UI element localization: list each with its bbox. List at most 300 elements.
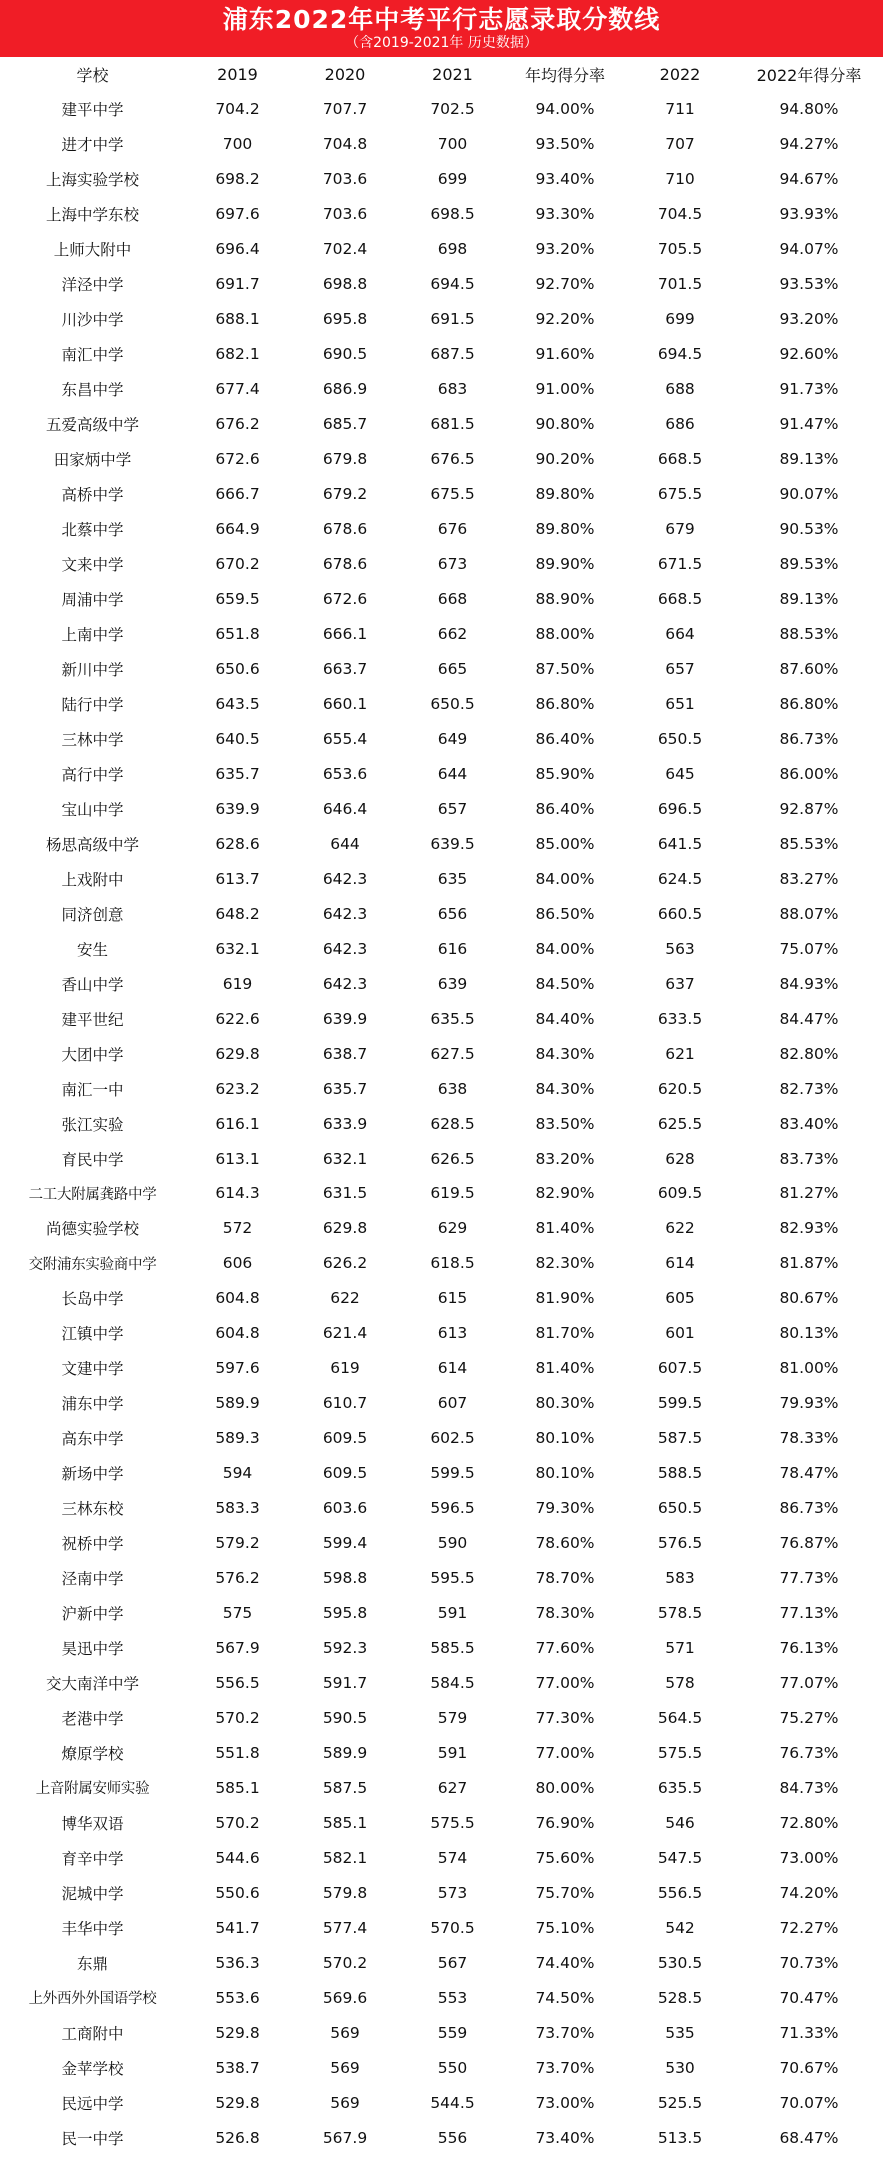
avg-rate-cell: 90.80% <box>535 415 595 434</box>
score-2020-cell: 569.6 <box>322 1988 368 2007</box>
school-cell: 川沙中学 <box>61 311 124 330</box>
score-2020-cell: 653.6 <box>322 764 368 783</box>
score-2021-cell: 596.5 <box>430 1499 475 1518</box>
school-cell: 南汇一中 <box>61 1080 124 1099</box>
score-2020-cell: 569 <box>330 2058 360 2077</box>
score-2019-cell: 589.3 <box>215 1429 260 1448</box>
table-row <box>0 2085 883 2120</box>
score-2019-cell: 613.1 <box>215 1149 260 1168</box>
score-2020-cell: 567.9 <box>322 2128 368 2147</box>
score-2020-cell: 569 <box>330 2023 360 2042</box>
score-2020-cell: 582.1 <box>322 1848 368 1867</box>
score-2019-cell: 639.9 <box>215 799 260 818</box>
school-cell: 上南中学 <box>61 625 124 644</box>
school-cell: 建平世纪 <box>61 1010 124 1029</box>
avg-rate-cell: 73.40% <box>535 2128 595 2147</box>
score-2020-cell: 695.8 <box>322 310 368 329</box>
table-row <box>0 861 883 896</box>
score-2022-cell: 546 <box>665 1813 695 1832</box>
avg-rate-cell: 76.90% <box>535 1813 595 1832</box>
score-2020-cell: 704.8 <box>322 135 368 154</box>
score-2019-cell: 551.8 <box>215 1743 260 1762</box>
rate-2022-cell: 86.80% <box>779 694 839 713</box>
avg-rate-cell: 81.90% <box>535 1289 595 1308</box>
rate-2022-cell: 72.27% <box>779 1918 839 1937</box>
score-2020-cell: 642.3 <box>322 904 368 923</box>
school-cell: 高行中学 <box>61 765 124 784</box>
score-2019-cell: 583.3 <box>215 1499 260 1518</box>
rate-2022-cell: 77.13% <box>779 1604 839 1623</box>
score-2019-cell: 550.6 <box>215 1883 260 1902</box>
rate-2022-cell: 86.73% <box>779 1499 839 1518</box>
score-2022-cell: 547.5 <box>657 1848 703 1867</box>
score-2019-cell: 640.5 <box>215 729 260 748</box>
table-row <box>0 1596 883 1631</box>
table-row <box>0 1980 883 2015</box>
score-2020-cell: 592.3 <box>322 1639 368 1658</box>
score-2022-cell: 675.5 <box>657 485 703 504</box>
rate-2022-cell: 83.40% <box>779 1114 839 1133</box>
score-2021-cell: 570.5 <box>430 1918 475 1937</box>
score-2020-cell: 685.7 <box>322 415 368 434</box>
table-row <box>0 791 883 826</box>
score-2019-cell: 670.2 <box>215 555 260 574</box>
score-2022-cell: 622 <box>665 1219 695 1238</box>
rate-2022-cell: 75.27% <box>779 1709 839 1728</box>
score-2021-cell: 602.5 <box>430 1429 475 1448</box>
table-row <box>0 1176 883 1211</box>
school-cell: 高东中学 <box>61 1430 124 1449</box>
rate-2022-cell: 77.07% <box>779 1674 839 1693</box>
avg-rate-cell: 80.00% <box>535 1778 595 1797</box>
score-2021-cell: 599.5 <box>430 1464 475 1483</box>
score-2021-cell: 619.5 <box>430 1184 475 1203</box>
avg-rate-cell: 86.50% <box>535 904 595 923</box>
score-2019-cell: 697.6 <box>215 205 260 224</box>
score-2021-cell: 676 <box>437 520 468 539</box>
table-row <box>0 1910 883 1945</box>
score-2019-cell: 619 <box>222 974 253 993</box>
avg-rate-cell: 83.20% <box>535 1149 595 1168</box>
score-2020-cell: 655.4 <box>322 729 368 748</box>
score-2020-cell: 595.8 <box>322 1604 368 1623</box>
score-2022-cell: 530.5 <box>657 1953 703 1972</box>
score-2019-cell: 575 <box>222 1604 253 1623</box>
score-2020-cell: 660.1 <box>322 694 368 713</box>
avg-rate-cell: 84.40% <box>535 1009 595 1028</box>
score-2020-cell: 629.8 <box>322 1219 368 1238</box>
score-2021-cell: 639.5 <box>430 834 475 853</box>
score-2019-cell: 616.1 <box>215 1114 260 1133</box>
avg-rate-cell: 75.70% <box>535 1883 595 1902</box>
score-2022-cell: 686 <box>665 415 695 434</box>
table-row <box>0 896 883 931</box>
school-cell: 东鼎 <box>76 1954 108 1973</box>
score-2021-cell: 698.5 <box>430 205 475 224</box>
avg-rate-cell: 73.70% <box>535 2058 595 2077</box>
score-2019-cell: 682.1 <box>215 345 260 364</box>
school-cell: 文来中学 <box>61 556 124 575</box>
table-row <box>0 267 883 302</box>
school-cell: 上音附属安师实验 <box>35 1781 150 1798</box>
score-2021-cell: 698 <box>437 240 468 259</box>
avg-rate-cell: 87.50% <box>535 659 595 678</box>
school-cell: 文建中学 <box>61 1360 124 1379</box>
school-cell: 老港中学 <box>61 1710 124 1729</box>
score-2021-cell: 662 <box>437 624 468 643</box>
rate-2022-cell: 82.93% <box>779 1219 839 1238</box>
rate-2022-cell: 91.47% <box>779 415 839 434</box>
school-cell: 昊迅中学 <box>61 1640 124 1659</box>
score-2021-cell: 628.5 <box>430 1114 475 1133</box>
rate-2022-cell: 70.67% <box>779 2058 839 2077</box>
score-2019-cell: 567.9 <box>215 1639 260 1658</box>
score-2022-cell: 525.5 <box>657 2093 703 2112</box>
rate-2022-cell: 86.73% <box>779 729 839 748</box>
score-2020-cell: 672.6 <box>322 590 368 609</box>
table-row <box>0 1386 883 1421</box>
score-2019-cell: 579.2 <box>215 1534 260 1553</box>
score-2022-cell: 588.5 <box>657 1464 703 1483</box>
score-2020-cell: 678.6 <box>322 520 368 539</box>
score-2022-cell: 575.5 <box>657 1743 703 1762</box>
score-2022-cell: 599.5 <box>657 1394 703 1413</box>
rate-2022-cell: 71.33% <box>779 2023 839 2042</box>
column-header-avg-rate: 年均得分率 <box>524 65 605 85</box>
avg-rate-cell: 81.40% <box>535 1219 595 1238</box>
avg-rate-cell: 75.10% <box>535 1918 595 1937</box>
avg-rate-cell: 85.00% <box>535 834 595 853</box>
score-2019-cell: 622.6 <box>215 1009 260 1028</box>
avg-rate-cell: 80.10% <box>535 1464 595 1483</box>
score-2022-cell: 614 <box>665 1254 695 1273</box>
score-2020-cell: 631.5 <box>322 1184 368 1203</box>
score-2020-cell: 635.7 <box>322 1079 368 1098</box>
score-2020-cell: 686.9 <box>322 380 368 399</box>
avg-rate-cell: 93.30% <box>535 205 595 224</box>
score-2022-cell: 605 <box>665 1289 695 1308</box>
column-header-score-2022: 2022 <box>659 64 701 84</box>
rate-2022-cell: 94.27% <box>779 135 839 154</box>
score-2019-cell: 628.6 <box>215 834 260 853</box>
table-row <box>0 1736 883 1771</box>
table-row <box>0 407 883 442</box>
score-2022-cell: 563 <box>665 939 695 958</box>
score-2022-cell: 513.5 <box>657 2128 703 2147</box>
score-2020-cell: 646.4 <box>322 799 368 818</box>
table-row <box>0 92 883 127</box>
score-2019-cell: 606 <box>222 1254 253 1273</box>
table-row <box>0 1491 883 1526</box>
score-2022-cell: 664 <box>665 624 695 643</box>
table-row <box>0 2120 883 2155</box>
score-table <box>0 57 883 2155</box>
column-header-school: 学校 <box>76 65 109 85</box>
score-2022-cell: 650.5 <box>657 1499 703 1518</box>
score-2022-cell: 542 <box>665 1918 695 1937</box>
table-row <box>0 686 883 721</box>
score-2022-cell: 650.5 <box>657 729 703 748</box>
table-row <box>0 721 883 756</box>
table-row <box>0 1945 883 1980</box>
score-2022-cell: 530 <box>665 2058 695 2077</box>
avg-rate-cell: 88.00% <box>535 624 595 643</box>
score-2019-cell: 576.2 <box>215 1569 260 1588</box>
table-row <box>0 127 883 162</box>
table-row <box>0 1141 883 1176</box>
score-2022-cell: 620.5 <box>657 1079 703 1098</box>
score-2019-cell: 613.7 <box>215 869 260 888</box>
rate-2022-cell: 83.73% <box>779 1149 839 1168</box>
score-2021-cell: 639 <box>437 974 468 993</box>
score-2019-cell: 536.3 <box>215 1953 260 1972</box>
rate-2022-cell: 70.47% <box>779 1988 839 2007</box>
table-header-row <box>0 57 883 92</box>
score-2019-cell: 556.5 <box>215 1674 260 1693</box>
rate-2022-cell: 92.60% <box>779 345 839 364</box>
avg-rate-cell: 91.60% <box>535 345 595 364</box>
school-cell: 张江实验 <box>61 1115 124 1134</box>
score-2020-cell: 619 <box>330 1359 360 1378</box>
score-2020-cell: 678.6 <box>322 555 368 574</box>
school-cell: 新川中学 <box>61 660 124 679</box>
score-2019-cell: 666.7 <box>215 485 260 504</box>
table-row <box>0 1211 883 1246</box>
avg-rate-cell: 78.60% <box>535 1534 595 1553</box>
avg-rate-cell: 86.40% <box>535 799 595 818</box>
score-2020-cell: 642.3 <box>322 939 368 958</box>
table-row <box>0 651 883 686</box>
score-2020-cell: 638.7 <box>322 1044 368 1063</box>
table-row <box>0 547 883 582</box>
score-2019-cell: 594 <box>222 1464 253 1483</box>
score-2022-cell: 637 <box>665 974 695 993</box>
score-2019-cell: 696.4 <box>215 240 260 259</box>
avg-rate-cell: 74.50% <box>535 1988 595 2007</box>
table-row <box>0 826 883 861</box>
score-2021-cell: 574 <box>437 1848 468 1867</box>
school-cell: 博华双语 <box>61 1814 124 1833</box>
score-2022-cell: 528.5 <box>657 1988 703 2007</box>
rate-2022-cell: 93.20% <box>779 310 839 329</box>
score-2021-cell: 638 <box>437 1079 468 1098</box>
rate-2022-cell: 72.80% <box>779 1813 839 1832</box>
score-2021-cell: 694.5 <box>430 275 475 294</box>
school-cell: 进才中学 <box>61 136 124 155</box>
avg-rate-cell: 92.70% <box>535 275 595 294</box>
score-2022-cell: 635.5 <box>657 1778 703 1797</box>
column-header-score-2020: 2020 <box>324 64 366 84</box>
score-2021-cell: 676.5 <box>430 450 475 469</box>
table-row <box>0 1875 883 1910</box>
score-2021-cell: 590 <box>437 1534 468 1553</box>
score-2022-cell: 571 <box>665 1639 695 1658</box>
school-cell: 三林中学 <box>61 730 124 749</box>
school-cell: 泥城中学 <box>61 1884 124 1903</box>
school-cell: 上戏附中 <box>61 870 124 889</box>
rate-2022-cell: 93.53% <box>779 275 839 294</box>
score-2022-cell: 625.5 <box>657 1114 703 1133</box>
school-cell: 上海实验学校 <box>45 171 139 190</box>
score-2019-cell: 623.2 <box>215 1079 260 1098</box>
avg-rate-cell: 77.60% <box>535 1639 595 1658</box>
school-cell: 上外西外外国语学校 <box>28 1991 157 2008</box>
score-2021-cell: 618.5 <box>430 1254 475 1273</box>
school-cell: 尚德实验学校 <box>45 1220 139 1239</box>
column-header-rate-2022: 2022年得分率 <box>756 65 862 85</box>
school-cell: 高桥中学 <box>61 486 124 505</box>
score-2021-cell: 591 <box>437 1743 468 1762</box>
table-row <box>0 1770 883 1805</box>
score-2021-cell: 691.5 <box>430 310 475 329</box>
school-cell: 南汇中学 <box>61 346 124 365</box>
table-row <box>0 1526 883 1561</box>
score-2022-cell: 694.5 <box>657 345 703 364</box>
rate-2022-cell: 94.80% <box>779 100 839 119</box>
score-2022-cell: 578 <box>665 1674 695 1693</box>
score-2021-cell: 614 <box>437 1359 468 1378</box>
avg-rate-cell: 82.90% <box>535 1184 595 1203</box>
school-cell: 新场中学 <box>61 1465 124 1484</box>
score-2021-cell: 649 <box>437 729 468 748</box>
table-row <box>0 2015 883 2050</box>
school-cell: 建平中学 <box>61 101 124 120</box>
score-2020-cell: 666.1 <box>322 624 368 643</box>
table-row <box>0 162 883 197</box>
score-2022-cell: 607.5 <box>657 1359 703 1378</box>
score-2019-cell: 529.8 <box>215 2093 260 2112</box>
rate-2022-cell: 77.73% <box>779 1569 839 1588</box>
table-row <box>0 1281 883 1316</box>
table-row <box>0 442 883 477</box>
score-2020-cell: 598.8 <box>322 1569 368 1588</box>
rate-2022-cell: 81.87% <box>779 1254 839 1273</box>
score-2020-cell: 663.7 <box>322 659 368 678</box>
avg-rate-cell: 80.10% <box>535 1429 595 1448</box>
score-2021-cell: 702.5 <box>430 100 475 119</box>
score-2021-cell: 575.5 <box>430 1813 475 1832</box>
score-2019-cell: 526.8 <box>215 2128 260 2147</box>
score-2022-cell: 668.5 <box>657 450 703 469</box>
score-2020-cell: 587.5 <box>322 1778 368 1797</box>
rate-2022-cell: 94.67% <box>779 170 839 189</box>
score-2022-cell: 576.5 <box>657 1534 703 1553</box>
score-2020-cell: 599.4 <box>322 1534 368 1553</box>
score-2021-cell: 650.5 <box>430 694 475 713</box>
score-2021-cell: 657 <box>437 799 468 818</box>
score-2021-cell: 544.5 <box>430 2093 475 2112</box>
column-header-score-2019: 2019 <box>217 64 258 84</box>
avg-rate-cell: 74.40% <box>535 1953 595 1972</box>
score-2021-cell: 579 <box>437 1709 468 1728</box>
score-2019-cell: 651.8 <box>215 624 260 643</box>
score-2020-cell: 609.5 <box>322 1464 368 1483</box>
avg-rate-cell: 75.60% <box>535 1848 595 1867</box>
table-row <box>0 1561 883 1596</box>
school-cell: 民远中学 <box>61 2094 124 2113</box>
rate-2022-cell: 68.47% <box>779 2128 839 2147</box>
score-2020-cell: 579.8 <box>322 1883 368 1902</box>
school-cell: 同济创意 <box>61 905 124 924</box>
score-2021-cell: 629 <box>437 1219 468 1238</box>
avg-rate-cell: 92.20% <box>535 310 595 329</box>
score-2022-cell: 704.5 <box>657 205 703 224</box>
rate-2022-cell: 93.93% <box>779 205 839 224</box>
score-2020-cell: 690.5 <box>322 345 368 364</box>
score-2022-cell: 564.5 <box>657 1709 703 1728</box>
rate-2022-cell: 80.67% <box>779 1289 839 1308</box>
score-2022-cell: 628 <box>665 1149 695 1168</box>
school-cell: 周浦中学 <box>61 591 124 610</box>
avg-rate-cell: 73.70% <box>535 2023 595 2042</box>
table-row <box>0 931 883 966</box>
score-2022-cell: 621 <box>665 1044 695 1063</box>
avg-rate-cell: 84.00% <box>535 869 595 888</box>
score-2019-cell: 691.7 <box>215 275 260 294</box>
score-2022-cell: 609.5 <box>657 1184 703 1203</box>
school-cell: 育民中学 <box>61 1150 124 1169</box>
school-cell: 丰华中学 <box>61 1919 124 1938</box>
score-2022-cell: 660.5 <box>657 904 703 923</box>
school-cell: 交附浦东实验商中学 <box>28 1256 157 1273</box>
rate-2022-cell: 90.07% <box>779 485 839 504</box>
avg-rate-cell: 77.30% <box>535 1709 595 1728</box>
score-2020-cell: 570.2 <box>322 1953 368 1972</box>
school-cell: 交大南洋中学 <box>45 1675 139 1694</box>
table-row <box>0 1036 883 1071</box>
score-2019-cell: 529.8 <box>215 2023 260 2042</box>
rate-2022-cell: 76.73% <box>779 1743 839 1762</box>
score-2022-cell: 657 <box>665 659 695 678</box>
avg-rate-cell: 78.70% <box>535 1569 595 1588</box>
score-2019-cell: 664.9 <box>215 520 260 539</box>
score-2020-cell: 633.9 <box>322 1114 368 1133</box>
score-2020-cell: 610.7 <box>322 1394 368 1413</box>
avg-rate-cell: 93.50% <box>535 135 595 154</box>
table-row <box>0 2050 883 2085</box>
score-2019-cell: 572 <box>222 1219 253 1238</box>
score-2022-cell: 707 <box>665 135 695 154</box>
rate-2022-cell: 70.73% <box>779 1953 839 1972</box>
title-banner <box>0 0 883 57</box>
score-2021-cell: 656 <box>437 904 468 923</box>
school-cell: 宝山中学 <box>61 800 124 819</box>
school-cell: 浦东中学 <box>61 1395 124 1414</box>
avg-rate-cell: 77.00% <box>535 1674 595 1693</box>
school-cell: 三林东校 <box>61 1500 124 1519</box>
score-2021-cell: 626.5 <box>430 1149 475 1168</box>
rate-2022-cell: 84.73% <box>779 1778 839 1797</box>
table-row <box>0 337 883 372</box>
score-2019-cell: 604.8 <box>215 1289 260 1308</box>
avg-rate-cell: 84.00% <box>535 939 595 958</box>
score-2022-cell: 651 <box>665 694 695 713</box>
score-2020-cell: 626.2 <box>322 1254 368 1273</box>
avg-rate-cell: 89.90% <box>535 555 595 574</box>
rate-2022-cell: 75.07% <box>779 939 839 958</box>
score-2021-cell: 668 <box>437 590 468 609</box>
table-row <box>0 372 883 407</box>
rate-2022-cell: 89.53% <box>779 555 839 574</box>
table-row <box>0 1001 883 1036</box>
score-2020-cell: 603.6 <box>322 1499 368 1518</box>
table-row <box>0 966 883 1001</box>
score-2019-cell: 672.6 <box>215 450 260 469</box>
score-2020-cell: 642.3 <box>322 974 368 993</box>
table-row <box>0 1246 883 1281</box>
rate-2022-cell: 78.33% <box>779 1429 839 1448</box>
table-row <box>0 1631 883 1666</box>
